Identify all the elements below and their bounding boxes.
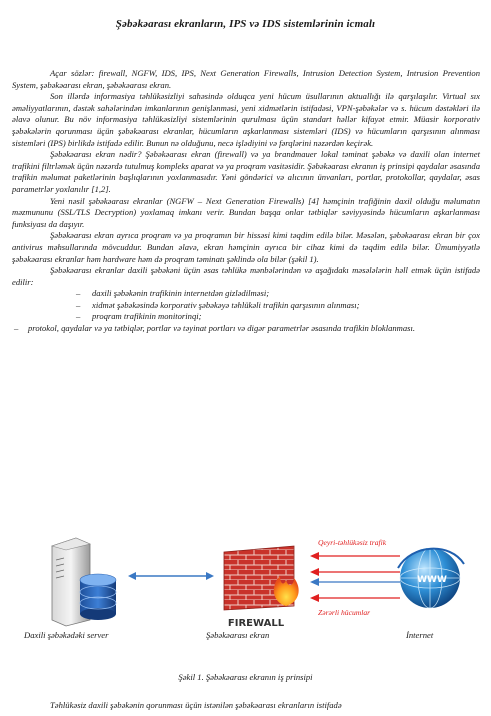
list-item: – protokol, qaydalar və ya tətbiqlər, portlar və təyinat portları və digər parametrlər əsasında trafikin bloklanması. bbox=[12, 323, 480, 335]
body-paragraph-5: Şəbəkəarası ekranlar daxili şəbəkəni üçün əsas təhlükə mənbələrindən və aşağıdakı məsələlərin həll etmək üçün istifadə edilir: bbox=[12, 265, 480, 287]
globe-text: WWW bbox=[417, 575, 447, 585]
figure-caption: Şəkil 1. Şəbəkəarası ekranın iş prinsipi bbox=[178, 672, 313, 682]
list-item: – proqram trafikinin monitorinqi; bbox=[12, 311, 480, 323]
double-arrow-icon bbox=[126, 568, 216, 584]
firewall-icon bbox=[214, 540, 310, 636]
document-body bbox=[12, 68, 480, 335]
body-paragraph-4: Şəbəkəarası ekran ayrıca proqram və ya proqramın bir hissəsi kimi təqdim edilə bilər. Məsələn, şəbəkəarası ekran bir çox antivirus məhsullarında mövcuddur. Bundan əlavə, ekran həmçinin ayrıca bir cihaz kimi də təqdim edilə bilər. Ümumiyyətlə şəbəkəarası ekranlar həm hardware həm də proqram təminatı şəklində ola bilər (şəkil 1). bbox=[12, 230, 480, 264]
server-caption: Daxili şəbəkədəki server bbox=[24, 630, 109, 640]
body-paragraph-2: Şəbəkəarası ekran nədir? Şəbəkəarası ekran (firewall) və ya brandmauer lokal təminat şəbəkə və daxili olan internet trafikini filtrləmək üçün nəzərdə tutulmuş kompleks aparat və ya proqram vasitəsidir. Şəbəkəarası ekranın iş prinsipi qaydalar əsasında trafikin məlumat paketlərinin başlıqlarının yoxlanmasıdır. Yəni göndərici və alıcının ünvanları, portlar, protokollar, qaydalar, əsas parametrlər yoxlanılır [1,2]. bbox=[12, 149, 480, 194]
keywords-paragraph: Açar sözlər: firewall, NGFW, IDS, IPS, Next Generation Firewalls, Intrusion Detection System, Intrusion Prevention System, şəbəkəarası ekran, şəbəkəarası ekran. bbox=[12, 68, 480, 90]
body-paragraph-1: Son illərdə informasiya təhlükəsizliyi sahəsində olduqca yeni hücum üsullarının aktuallığı ilə qarşılaşılır. Virtual sıx əməliyyatlarının, dəstək sahələrindən imkanlarının genişlənməsi, yeni xidmətlərin istifadəsi, VPN-şəbəkələr və s. hücum dəstəkləri ilə əlavə olunur. Bu növ informasiya təhlükəsizliyi sistemlərinin qurulması üçün standart həllər kifayət etmir. Müasir korporativ şəbəkələrin qorunması üçün şəbəkəarası ekranlar, hücumların aşkarlanması sistemləri (IDS) və hücumların qarşısının alınması sistemləri (IPS) birlikdə istifadə edilir. Bunun nə olduğunu, necə işlədiyini və fərqlərini nəzərdən keçirək. bbox=[12, 91, 480, 148]
firewall-caption: Şəbəkəarası ekran bbox=[206, 630, 270, 640]
malicious-attacks-label: Zərərli hücumlar bbox=[318, 608, 371, 617]
task-list bbox=[12, 288, 480, 334]
internet-caption: İnternet bbox=[406, 630, 434, 640]
body-paragraph-tail: Təhlükəsiz daxili şəbəkənin qorunması üçün istənilən şəbəkəarası ekranların istifadə bbox=[50, 700, 342, 710]
unsafe-traffic-label: Qeyri-təhlükəsiz trafik bbox=[318, 538, 387, 547]
server-icon bbox=[40, 536, 120, 628]
document-title: Şəbəkəarası ekranların, IPS və IDS sistemlərinin icmalı bbox=[115, 18, 376, 30]
firewall-text: FIREWALL bbox=[227, 618, 285, 629]
body-paragraph-3: Yeni nəsil şəbəkəarası ekranlar (NGFW – Next Generation Firewalls) [4] həmçinin trafiğinin daxil olduğu məlumatın məzmununu (SSL/TLS Decryption) yoxlamaq imkanı verir. Bundan başqa onlar tətbiqlər səviyyəsində hücumların aşkarlanması funksiyası da daşıyır. bbox=[12, 195, 480, 229]
list-item: – xidmət şəbəkəsində korporativ şəbəkəyə təhlükəli trafikin qarşısının alınması; bbox=[12, 300, 480, 312]
list-item: – daxili şəbəkənin trafikinin internetdən gizlədilməsi; bbox=[12, 288, 480, 300]
globe-icon bbox=[392, 538, 468, 626]
incoming-traffic-arrows-icon bbox=[306, 536, 402, 616]
